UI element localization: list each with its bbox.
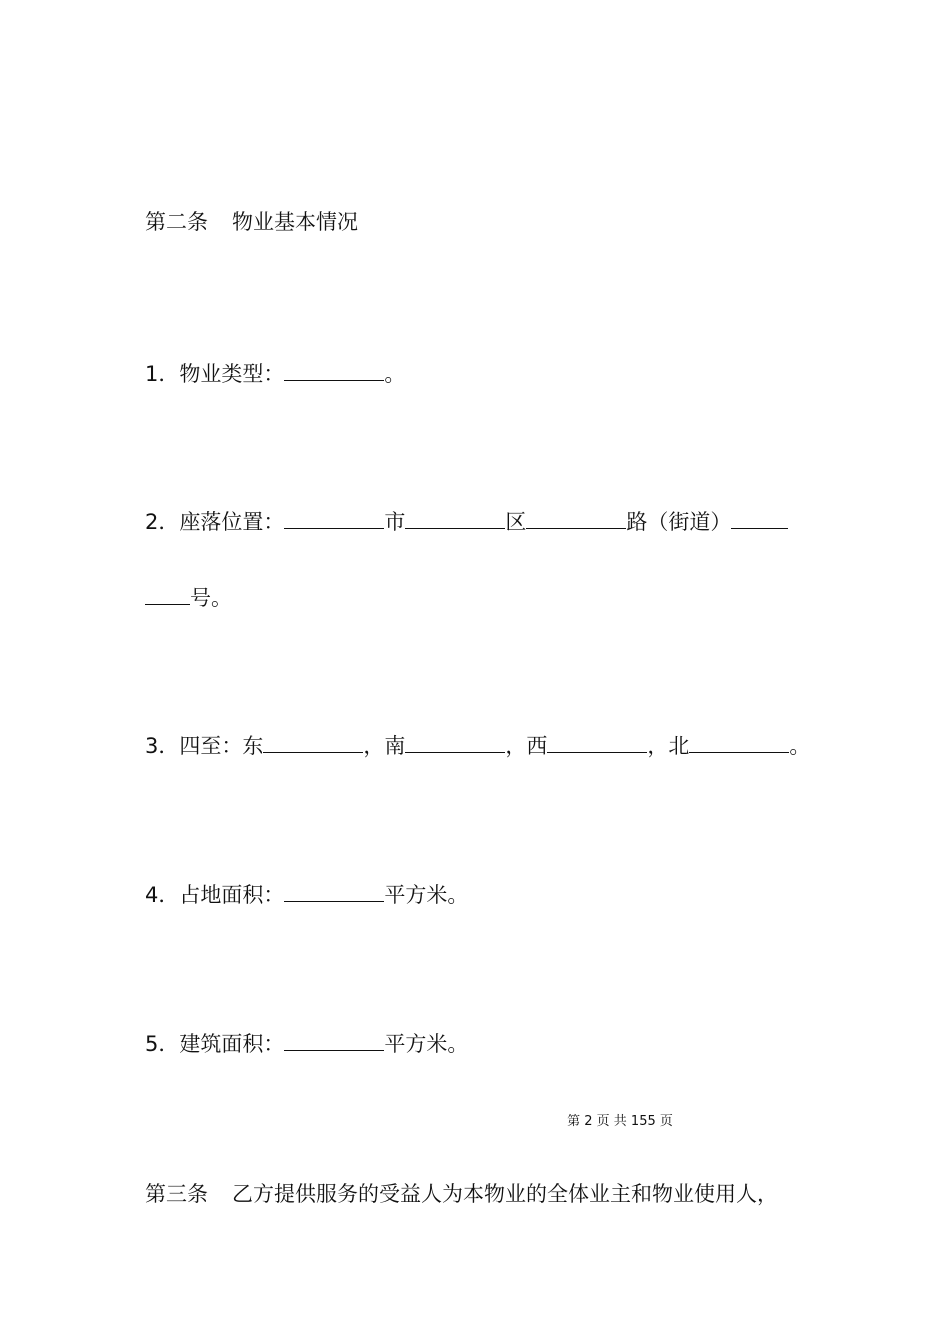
item-land-area bbox=[145, 880, 468, 910]
item-boundaries bbox=[145, 731, 810, 761]
article-text: 乙方提供服务的受益人为本物业的全体业主和物业使用人， bbox=[232, 1182, 778, 1206]
item-location bbox=[145, 507, 788, 537]
page-footer: 第 2 页 共 155 页 bbox=[567, 1114, 673, 1129]
article-title: 物业基本情况 bbox=[232, 210, 358, 234]
blank-field[interactable] bbox=[547, 732, 647, 753]
item-text: 平方米。 bbox=[384, 883, 469, 907]
blank-field[interactable] bbox=[284, 360, 384, 381]
item-label: 5．建筑面积： bbox=[145, 1032, 285, 1056]
article-number: 第三条 bbox=[145, 1182, 208, 1206]
item-text: 号。 bbox=[190, 586, 232, 610]
blank-field[interactable] bbox=[405, 732, 505, 753]
blank-field[interactable] bbox=[263, 732, 363, 753]
article-2-heading bbox=[145, 207, 358, 237]
item-property-type bbox=[145, 359, 405, 389]
blank-field[interactable] bbox=[284, 508, 384, 529]
item-text: 路（街道） bbox=[626, 510, 732, 534]
item-text: ，西 bbox=[505, 734, 548, 758]
item-text: 。 bbox=[384, 362, 406, 386]
item-text: 区 bbox=[505, 510, 527, 534]
item-location-continued bbox=[145, 583, 232, 613]
article-number: 第二条 bbox=[145, 210, 208, 234]
blank-field[interactable] bbox=[145, 584, 190, 605]
item-label: 2．座落位置： bbox=[145, 510, 285, 534]
blank-field[interactable] bbox=[526, 508, 626, 529]
item-label: 4．占地面积： bbox=[145, 883, 285, 907]
article-3-heading bbox=[145, 1179, 778, 1209]
blank-field[interactable] bbox=[284, 881, 384, 902]
item-text: 。 bbox=[789, 734, 811, 758]
item-text: 市 bbox=[384, 510, 406, 534]
blank-field[interactable] bbox=[689, 732, 789, 753]
item-building-area bbox=[145, 1029, 468, 1059]
item-text: ，南 bbox=[363, 734, 406, 758]
blank-field[interactable] bbox=[405, 508, 505, 529]
item-text: 平方米。 bbox=[384, 1032, 469, 1056]
blank-field[interactable] bbox=[284, 1030, 384, 1051]
item-label: 1．物业类型： bbox=[145, 362, 285, 386]
item-label: 3．四至：东 bbox=[145, 734, 264, 758]
item-text: ，北 bbox=[647, 734, 690, 758]
blank-field[interactable] bbox=[731, 508, 788, 529]
